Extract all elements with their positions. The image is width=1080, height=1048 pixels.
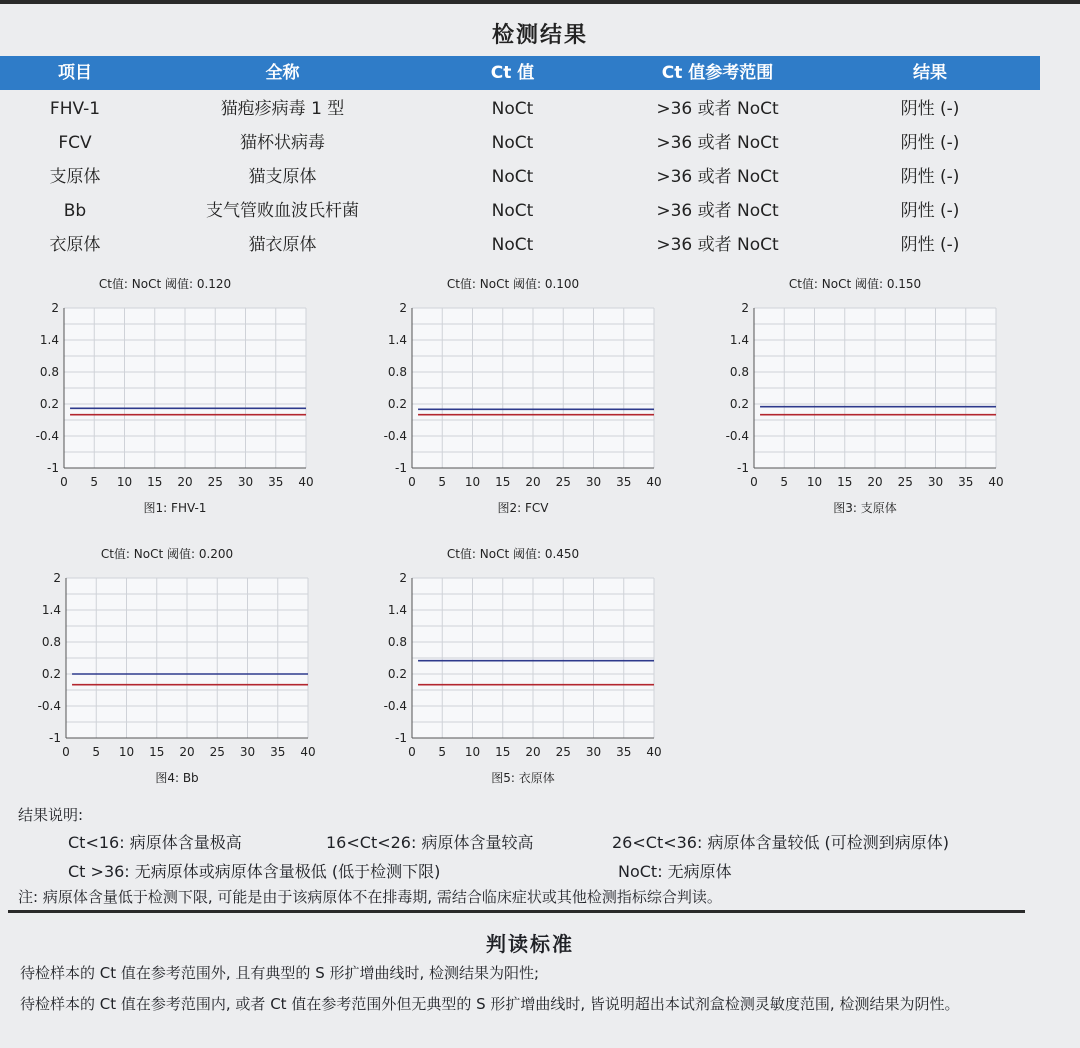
y-tick-label: 1.4	[41, 603, 61, 617]
x-tick-label: 5	[780, 475, 789, 489]
x-tick-label: 5	[438, 475, 447, 489]
section-divider	[8, 910, 1025, 913]
y-tick-label: 0.8	[387, 635, 407, 649]
x-tick-label: 0	[750, 475, 758, 489]
y-tick-label: 0.2	[729, 397, 749, 411]
chart-caption: 图2: FCV	[497, 501, 549, 515]
cell-item: FCV	[58, 133, 92, 153]
cell-reference: >36 或者 NoCt	[656, 235, 779, 255]
x-tick-label: 10	[464, 745, 481, 759]
top-divider	[0, 0, 1080, 4]
cell-item: 衣原体	[49, 235, 101, 255]
chart-svg	[720, 270, 1020, 525]
cell-ct: NoCt	[491, 133, 534, 153]
x-tick-label: 5	[90, 475, 99, 489]
y-tick-label: 0.2	[387, 397, 407, 411]
y-tick-label: 1.4	[39, 333, 59, 347]
cell-ct: NoCt	[491, 201, 534, 221]
column-header-reference: Ct 值参考范围	[661, 63, 774, 83]
x-tick-label: 20	[525, 745, 541, 759]
x-tick-label: 35	[616, 745, 632, 759]
cell-ct: NoCt	[491, 235, 534, 255]
x-tick-label: 0	[62, 745, 70, 759]
cell-item: 支原体	[49, 167, 101, 187]
column-header-result: 结果	[913, 63, 947, 83]
chart-caption: 图5: 衣原体	[491, 771, 555, 785]
y-tick-label: -0.4	[725, 429, 749, 443]
note-ct-none: Ct >36: 无病原体或病原体含量极低 (低于检测下限)	[68, 862, 441, 881]
column-header-item: 项目	[58, 63, 92, 83]
cell-ct: NoCt	[491, 167, 534, 187]
x-tick-label: 10	[806, 475, 823, 489]
cell-fullname: 猫杯状病毒	[240, 133, 325, 153]
x-tick-label: 40	[298, 475, 314, 489]
table-row	[0, 228, 1040, 262]
notes-title: 结果说明:	[18, 806, 84, 824]
x-tick-label: 25	[897, 475, 913, 489]
column-header-fullname: 全称	[265, 63, 300, 83]
chart-title: Ct值: NoCt 阈值: 0.100	[446, 277, 580, 291]
page-title: 检测结果	[491, 23, 588, 48]
criteria-title: 判读标准	[486, 932, 574, 956]
chart-caption: 图4: Bb	[155, 771, 199, 785]
amplification-chart-mycoplasma	[720, 270, 1020, 525]
cell-result: 阴性 (-)	[900, 133, 960, 153]
x-tick-label: 0	[408, 475, 416, 489]
y-tick-label: 1.4	[387, 333, 407, 347]
table-row	[0, 160, 1040, 194]
x-tick-label: 5	[438, 745, 447, 759]
chart-title: Ct值: NoCt 阈值: 0.150	[788, 277, 922, 291]
chart-svg	[378, 270, 678, 525]
chart-svg	[378, 540, 678, 795]
chart-title: Ct值: NoCt 阈值: 0.200	[100, 547, 234, 561]
cell-result: 阴性 (-)	[900, 99, 960, 119]
note-ct-very-high: Ct<16: 病原体含量极高	[68, 833, 242, 852]
y-tick-label: -0.4	[37, 699, 61, 713]
x-tick-label: 20	[867, 475, 883, 489]
y-tick-label: -1	[395, 731, 407, 745]
x-tick-label: 15	[149, 745, 165, 759]
x-tick-label: 0	[60, 475, 68, 489]
x-tick-label: 30	[239, 745, 256, 759]
cell-reference: >36 或者 NoCt	[656, 99, 779, 119]
table-row	[0, 194, 1040, 228]
criteria-positive: 待检样本的 Ct 值在参考范围外, 且有典型的 S 形扩增曲线时, 检测结果为阳性;	[20, 964, 540, 982]
x-tick-label: 25	[555, 745, 571, 759]
x-tick-label: 30	[237, 475, 254, 489]
x-tick-label: 15	[837, 475, 853, 489]
cell-ct: NoCt	[491, 99, 534, 119]
note-remark: 注: 病原体含量低于检测下限, 可能是由于该病原体不在排毒期, 需结合临床症状或其他检测指标综合判读。	[18, 888, 722, 906]
cell-fullname: 猫疱疹病毒 1 型	[220, 99, 345, 119]
x-tick-label: 40	[300, 745, 316, 759]
y-tick-label: 0.2	[387, 667, 407, 681]
chart-caption: 图1: FHV-1	[143, 501, 207, 515]
cell-reference: >36 或者 NoCt	[656, 201, 779, 221]
x-tick-label: 25	[209, 745, 225, 759]
criteria-negative: 待检样本的 Ct 值在参考范围内, 或者 Ct 值在参考范围外但无典型的 S 形扩增曲线时, 皆说明超出本试剂盒检测灵敏度范围, 检测结果为阴性。	[20, 995, 960, 1013]
x-tick-label: 10	[116, 475, 133, 489]
x-tick-label: 35	[958, 475, 974, 489]
chart-title: Ct值: NoCt 阈值: 0.120	[98, 277, 232, 291]
cell-fullname: 猫衣原体	[248, 235, 317, 255]
cell-result: 阴性 (-)	[900, 201, 960, 221]
y-tick-label: 2	[53, 571, 61, 585]
x-tick-label: 0	[408, 745, 416, 759]
y-tick-label: 0.2	[39, 397, 59, 411]
table-header	[0, 56, 1040, 90]
y-tick-label: -0.4	[383, 429, 407, 443]
x-tick-label: 15	[495, 745, 511, 759]
y-tick-label: 0.8	[41, 635, 61, 649]
x-tick-label: 25	[207, 475, 223, 489]
x-tick-label: 20	[177, 475, 193, 489]
note-ct-low: 26<Ct<36: 病原体含量较低 (可检测到病原体)	[612, 833, 950, 852]
y-tick-label: 2	[399, 571, 407, 585]
chart-svg	[30, 270, 330, 525]
note-ct-high: 16<Ct<26: 病原体含量较高	[326, 833, 534, 852]
cell-fullname: 支气管败血波氏杆菌	[206, 201, 359, 221]
y-tick-label: -0.4	[35, 429, 59, 443]
note-noct: NoCt: 无病原体	[618, 862, 732, 881]
y-tick-label: -1	[49, 731, 61, 745]
x-tick-label: 30	[585, 745, 602, 759]
chart-title: Ct值: NoCt 阈值: 0.450	[446, 547, 580, 561]
chart-caption: 图3: 支原体	[833, 501, 897, 515]
chart-svg	[32, 540, 332, 795]
x-tick-label: 10	[464, 475, 481, 489]
x-tick-label: 30	[585, 475, 602, 489]
y-tick-label: -1	[737, 461, 749, 475]
amplification-chart-bb	[32, 540, 332, 795]
x-tick-label: 10	[118, 745, 135, 759]
y-tick-label: -0.4	[383, 699, 407, 713]
y-tick-label: 1.4	[729, 333, 749, 347]
x-tick-label: 35	[270, 745, 286, 759]
table-row	[0, 92, 1040, 126]
y-tick-label: -1	[395, 461, 407, 475]
x-tick-label: 15	[495, 475, 511, 489]
column-header-ct: Ct 值	[490, 63, 535, 83]
amplification-chart-fhv1	[30, 270, 330, 525]
x-tick-label: 40	[646, 475, 662, 489]
cell-result: 阴性 (-)	[900, 167, 960, 187]
x-tick-label: 15	[147, 475, 163, 489]
x-tick-label: 20	[525, 475, 541, 489]
y-tick-label: 0.8	[39, 365, 59, 379]
amplification-chart-chlamydia	[378, 540, 678, 795]
y-tick-label: -1	[47, 461, 59, 475]
cell-result: 阴性 (-)	[900, 235, 960, 255]
x-tick-label: 35	[268, 475, 284, 489]
y-tick-label: 1.4	[387, 603, 407, 617]
amplification-chart-fcv	[378, 270, 678, 525]
x-tick-label: 5	[92, 745, 101, 759]
table-row	[0, 126, 1040, 160]
x-tick-label: 35	[616, 475, 632, 489]
y-tick-label: 0.8	[729, 365, 749, 379]
y-tick-label: 2	[51, 301, 59, 315]
x-tick-label: 40	[646, 745, 662, 759]
x-tick-label: 20	[179, 745, 195, 759]
x-tick-label: 30	[927, 475, 944, 489]
x-tick-label: 40	[988, 475, 1004, 489]
y-tick-label: 0.2	[41, 667, 61, 681]
x-tick-label: 25	[555, 475, 571, 489]
y-tick-label: 2	[741, 301, 749, 315]
cell-item: Bb	[63, 201, 87, 221]
cell-reference: >36 或者 NoCt	[656, 133, 779, 153]
y-tick-label: 0.8	[387, 365, 407, 379]
cell-reference: >36 或者 NoCt	[656, 167, 779, 187]
cell-item: FHV-1	[49, 99, 101, 119]
y-tick-label: 2	[399, 301, 407, 315]
cell-fullname: 猫支原体	[248, 167, 317, 187]
